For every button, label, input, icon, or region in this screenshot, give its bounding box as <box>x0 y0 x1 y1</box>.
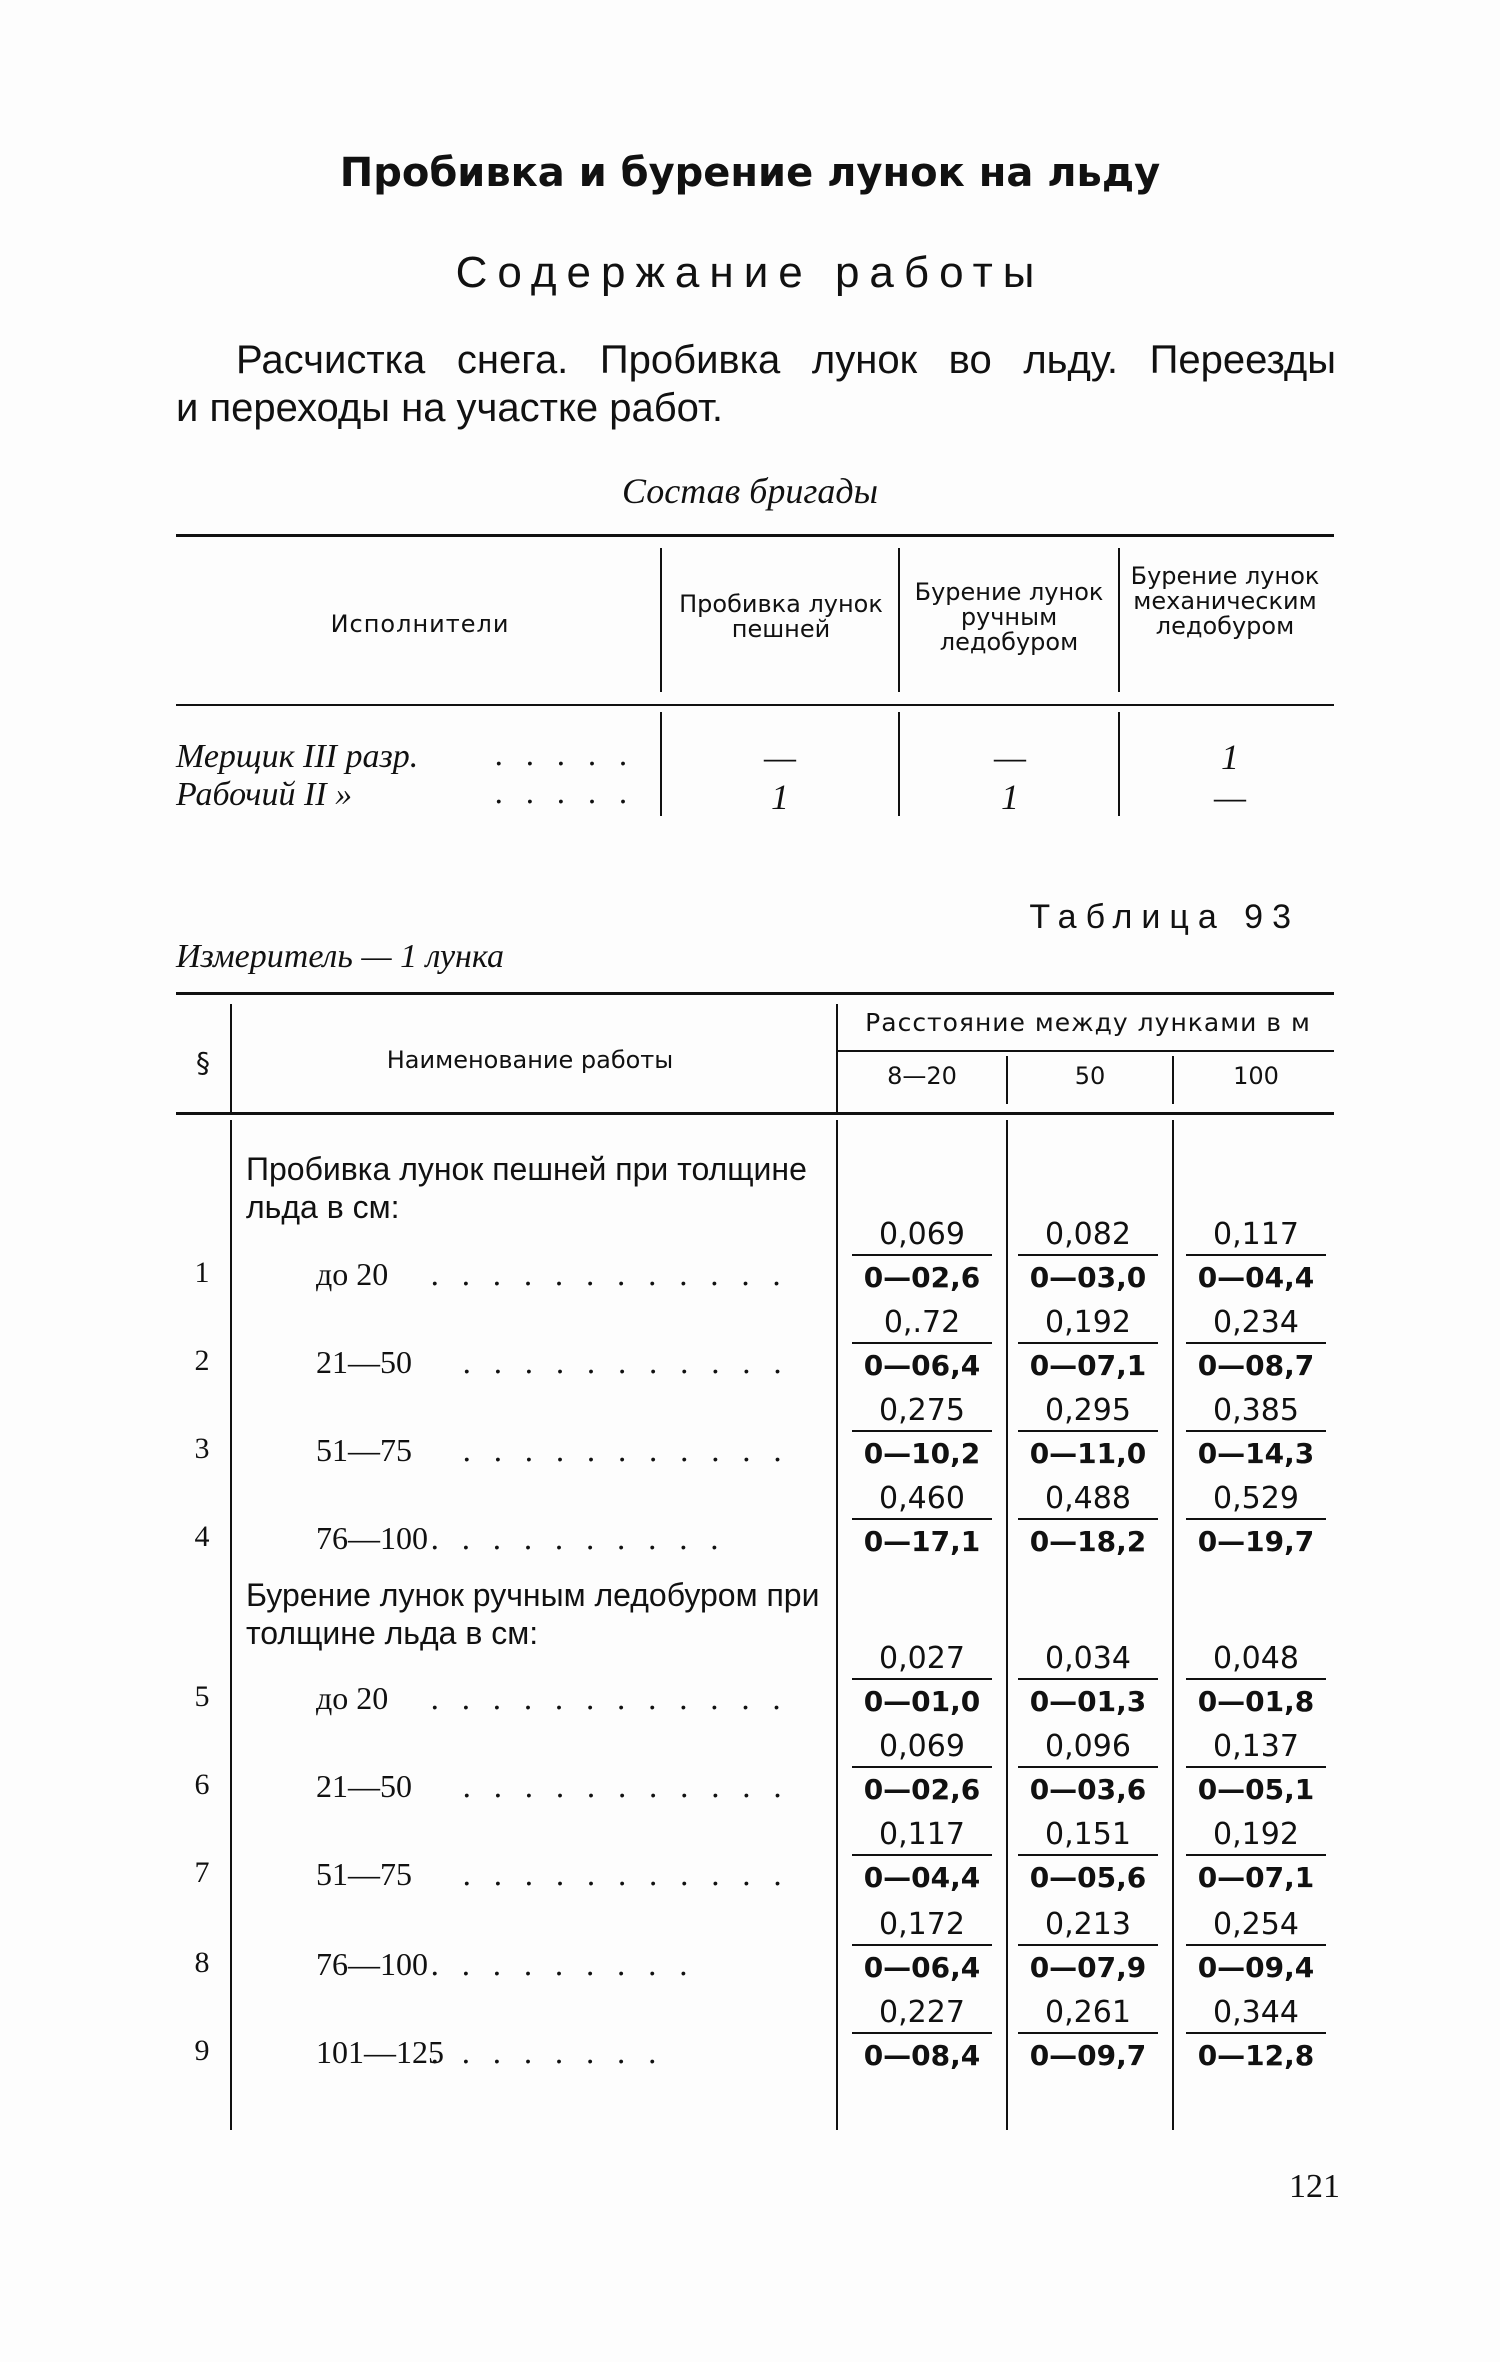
leader-dots: . . . . . . . . <box>430 2036 664 2071</box>
leader-dots: . . . . . . . . . . . . <box>430 1682 788 1717</box>
norm-value <box>1186 1304 1326 1388</box>
work-item: 51—75 <box>316 1432 412 1468</box>
row-number: 6 <box>194 1768 210 1801</box>
crew-caption: Состав бригады <box>621 471 879 511</box>
norm-value <box>1186 1728 1326 1812</box>
norm-value <box>1186 1216 1326 1300</box>
header-col-50: 50 <box>1074 1062 1106 1090</box>
work-item: 101—125 <box>316 2034 444 2070</box>
work-item: 51—75 <box>316 1856 412 1892</box>
norm-cost: 0—19,7 <box>1197 1525 1315 1558</box>
content-line-2: и переходы на участке работ. <box>176 386 724 430</box>
work-item: 76—100 <box>316 1946 428 1982</box>
norm-value <box>852 1816 992 1900</box>
work-item: до 20 <box>316 1680 389 1716</box>
norm-value <box>852 1392 992 1476</box>
norm-time: 0,117 <box>852 1816 992 1856</box>
crew-vline-2 <box>898 548 900 692</box>
norm-time: 0,254 <box>1186 1906 1326 1946</box>
norm-cost: 0—03,0 <box>1029 1261 1147 1294</box>
norm-value <box>852 1216 992 1300</box>
norm-value <box>852 1906 992 1990</box>
norm-time: 0,192 <box>1186 1816 1326 1856</box>
leader-dots: . . . . . . . . . . . <box>462 1858 789 1893</box>
norm-time: 0,034 <box>1018 1640 1158 1680</box>
norm-cost: 0—02,6 <box>863 1261 981 1294</box>
crew-value: 1 <box>1001 777 1019 817</box>
content-paragraph <box>176 336 1336 432</box>
norm-cost: 0—06,4 <box>863 1951 981 1984</box>
norm-cost: 0—02,6 <box>863 1773 981 1806</box>
group-title: Бурение лунок ручным ледобуром при толщине льда в см: <box>246 1577 820 1651</box>
row-number: 8 <box>194 1946 210 1979</box>
norm-time: 0,192 <box>1018 1304 1158 1344</box>
table-measure: Измеритель — 1 лунка <box>176 938 504 975</box>
crew-header-col1: Пробивка лунок пешней <box>679 590 883 643</box>
table-body-vline-section <box>230 1120 232 2130</box>
norm-time: 0,096 <box>1018 1728 1158 1768</box>
norm-value <box>1018 1304 1158 1388</box>
page-title: Пробивка и бурение лунок на льду <box>339 150 1161 196</box>
norm-time: 0,027 <box>852 1640 992 1680</box>
crew-header-executors: Исполнители <box>330 610 510 638</box>
norm-value <box>1186 1994 1326 2078</box>
norm-cost: 0—06,4 <box>863 1349 981 1382</box>
row-number: 1 <box>194 1256 210 1289</box>
norm-time: 0,234 <box>1186 1304 1326 1344</box>
work-item: 21—50 <box>316 1768 412 1804</box>
norm-cost: 0—11,0 <box>1029 1437 1147 1470</box>
norm-time: 0,488 <box>1018 1480 1158 1520</box>
group-title: Пробивка лунок пешней при толщине льда в см: <box>246 1151 807 1225</box>
norm-value <box>1186 1640 1326 1724</box>
norm-cost: 0—08,7 <box>1197 1349 1315 1382</box>
work-item: 21—50 <box>316 1344 412 1380</box>
norm-cost: 0—12,8 <box>1197 2039 1315 2072</box>
norm-time: 0,213 <box>1018 1906 1158 1946</box>
norm-cost: 0—10,2 <box>863 1437 981 1470</box>
crew-value: — <box>1213 777 1246 817</box>
norm-time: 0,151 <box>1018 1816 1158 1856</box>
norm-cost: 0—01,0 <box>863 1685 981 1718</box>
norm-time: 0,.72 <box>852 1304 992 1344</box>
norm-cost: 0—01,3 <box>1029 1685 1147 1718</box>
row-number: 9 <box>194 2034 210 2067</box>
norm-cost: 0—07,1 <box>1197 1861 1315 1894</box>
norm-value <box>1186 1480 1326 1564</box>
norm-time: 0,261 <box>1018 1994 1158 2034</box>
norm-cost: 0—03,6 <box>1029 1773 1147 1806</box>
norm-time: 0,529 <box>1186 1480 1326 1520</box>
crew-row-name: Мерщик III разр. <box>176 738 419 775</box>
norm-value <box>1186 1392 1326 1476</box>
norm-value <box>852 1994 992 2078</box>
header-work: Наименование работы <box>386 1046 674 1074</box>
crew-header-col3: Бурение лунок механическим ледобуром <box>1130 562 1320 640</box>
norm-time: 0,275 <box>852 1392 992 1432</box>
norm-time: 0,137 <box>1186 1728 1326 1768</box>
norm-value <box>1018 1728 1158 1812</box>
crew-row-name: Рабочий II » <box>176 776 353 813</box>
crew-row-dots: . . . . . <box>494 738 634 773</box>
header-col-8-20: 8—20 <box>887 1062 957 1090</box>
norm-value <box>1186 1906 1326 1990</box>
work-item: до 20 <box>316 1256 389 1292</box>
norm-cost: 0—14,3 <box>1197 1437 1315 1470</box>
norm-value <box>1018 1480 1158 1564</box>
norm-cost: 0—07,1 <box>1029 1349 1147 1382</box>
norm-value <box>852 1304 992 1388</box>
norm-cost: 0—01,8 <box>1197 1685 1315 1718</box>
table-vline-c2 <box>1172 1056 1174 1104</box>
norm-cost: 0—07,9 <box>1029 1951 1147 1984</box>
table-header-rule <box>176 1112 1334 1115</box>
leader-dots: . . . . . . . . . . . <box>462 1346 789 1381</box>
crew-vline-3 <box>1118 548 1120 692</box>
norm-value <box>1018 1816 1158 1900</box>
content-line-1: Расчистка снега. Пробивка лунок во льду. Переезды <box>236 338 1336 382</box>
row-number: 7 <box>194 1856 210 1889</box>
norm-time: 0,172 <box>852 1906 992 1946</box>
norm-cost: 0—17,1 <box>863 1525 981 1558</box>
section-subtitle: Содержание работы <box>455 248 1045 297</box>
norm-cost: 0—09,4 <box>1197 1951 1315 1984</box>
header-distance: Расстояние между лунками в м <box>865 1008 1311 1037</box>
norm-cost: 0—04,4 <box>863 1861 981 1894</box>
table-vline-work <box>836 1004 838 1112</box>
crew-value: 1 <box>771 777 789 817</box>
row-number: 4 <box>194 1520 210 1553</box>
norm-value <box>852 1480 992 1564</box>
crew-header-col2: Бурение лунок ручным ледобуром <box>914 578 1104 656</box>
header-col-100: 100 <box>1233 1062 1279 1090</box>
table-sub-rule <box>838 1050 1334 1052</box>
norm-value <box>1186 1816 1326 1900</box>
crew-vline-5 <box>898 712 900 816</box>
norm-time: 0,082 <box>1018 1216 1158 1256</box>
norm-time: 0,227 <box>852 1994 992 2034</box>
norm-value <box>852 1640 992 1724</box>
norm-time: 0,117 <box>1186 1216 1326 1256</box>
table-body-vline-work <box>836 1120 838 2130</box>
crew-row-dots: . . . . . <box>494 776 634 811</box>
leader-dots: . . . . . . . . . . <box>430 1522 726 1557</box>
row-number: 2 <box>194 1344 210 1377</box>
table-vline-section <box>230 1004 232 1112</box>
norm-value <box>1018 1216 1158 1300</box>
crew-top-rule <box>176 534 1334 537</box>
leader-dots: . . . . . . . . . . . <box>462 1770 789 1805</box>
norm-time: 0,460 <box>852 1480 992 1520</box>
crew-value: — <box>763 737 796 777</box>
work-item: 76—100 <box>316 1520 428 1556</box>
page-number: 121 <box>1289 2168 1340 2205</box>
table-top-rule <box>176 992 1334 995</box>
crew-value: 1 <box>1221 737 1239 777</box>
crew-vline-1 <box>660 548 662 692</box>
crew-header-rule <box>176 704 1334 706</box>
row-number: 3 <box>194 1432 210 1465</box>
norm-value <box>1018 1640 1158 1724</box>
norm-time: 0,385 <box>1186 1392 1326 1432</box>
norm-value <box>1018 1392 1158 1476</box>
norm-value <box>1018 1906 1158 1990</box>
crew-value: — <box>993 737 1026 777</box>
norm-time: 0,344 <box>1186 1994 1326 2034</box>
leader-dots: . . . . . . . . . . . . <box>430 1258 788 1293</box>
norm-cost: 0—05,6 <box>1029 1861 1147 1894</box>
norm-cost: 0—18,2 <box>1029 1525 1147 1558</box>
table-body-vline-c2 <box>1172 1120 1174 2130</box>
header-section: § <box>196 1046 210 1079</box>
norm-cost: 0—05,1 <box>1197 1773 1315 1806</box>
table-label: Таблица 93 <box>1029 898 1300 936</box>
norm-cost: 0—04,4 <box>1197 1261 1315 1294</box>
norm-value <box>852 1728 992 1812</box>
norm-cost: 0—08,4 <box>863 2039 981 2072</box>
crew-vline-6 <box>1118 712 1120 816</box>
leader-dots: . . . . . . . . . . . <box>462 1434 789 1469</box>
norm-cost: 0—09,7 <box>1029 2039 1147 2072</box>
norm-value <box>1018 1994 1158 2078</box>
table-vline-c1 <box>1006 1056 1008 1104</box>
crew-vline-4 <box>660 712 662 816</box>
table-body-vline-c1 <box>1006 1120 1008 2130</box>
row-number: 5 <box>194 1680 210 1713</box>
leader-dots: . . . . . . . . . <box>430 1948 695 1983</box>
norm-time: 0,295 <box>1018 1392 1158 1432</box>
norm-time: 0,048 <box>1186 1640 1326 1680</box>
norm-time: 0,069 <box>852 1216 992 1256</box>
norm-time: 0,069 <box>852 1728 992 1768</box>
